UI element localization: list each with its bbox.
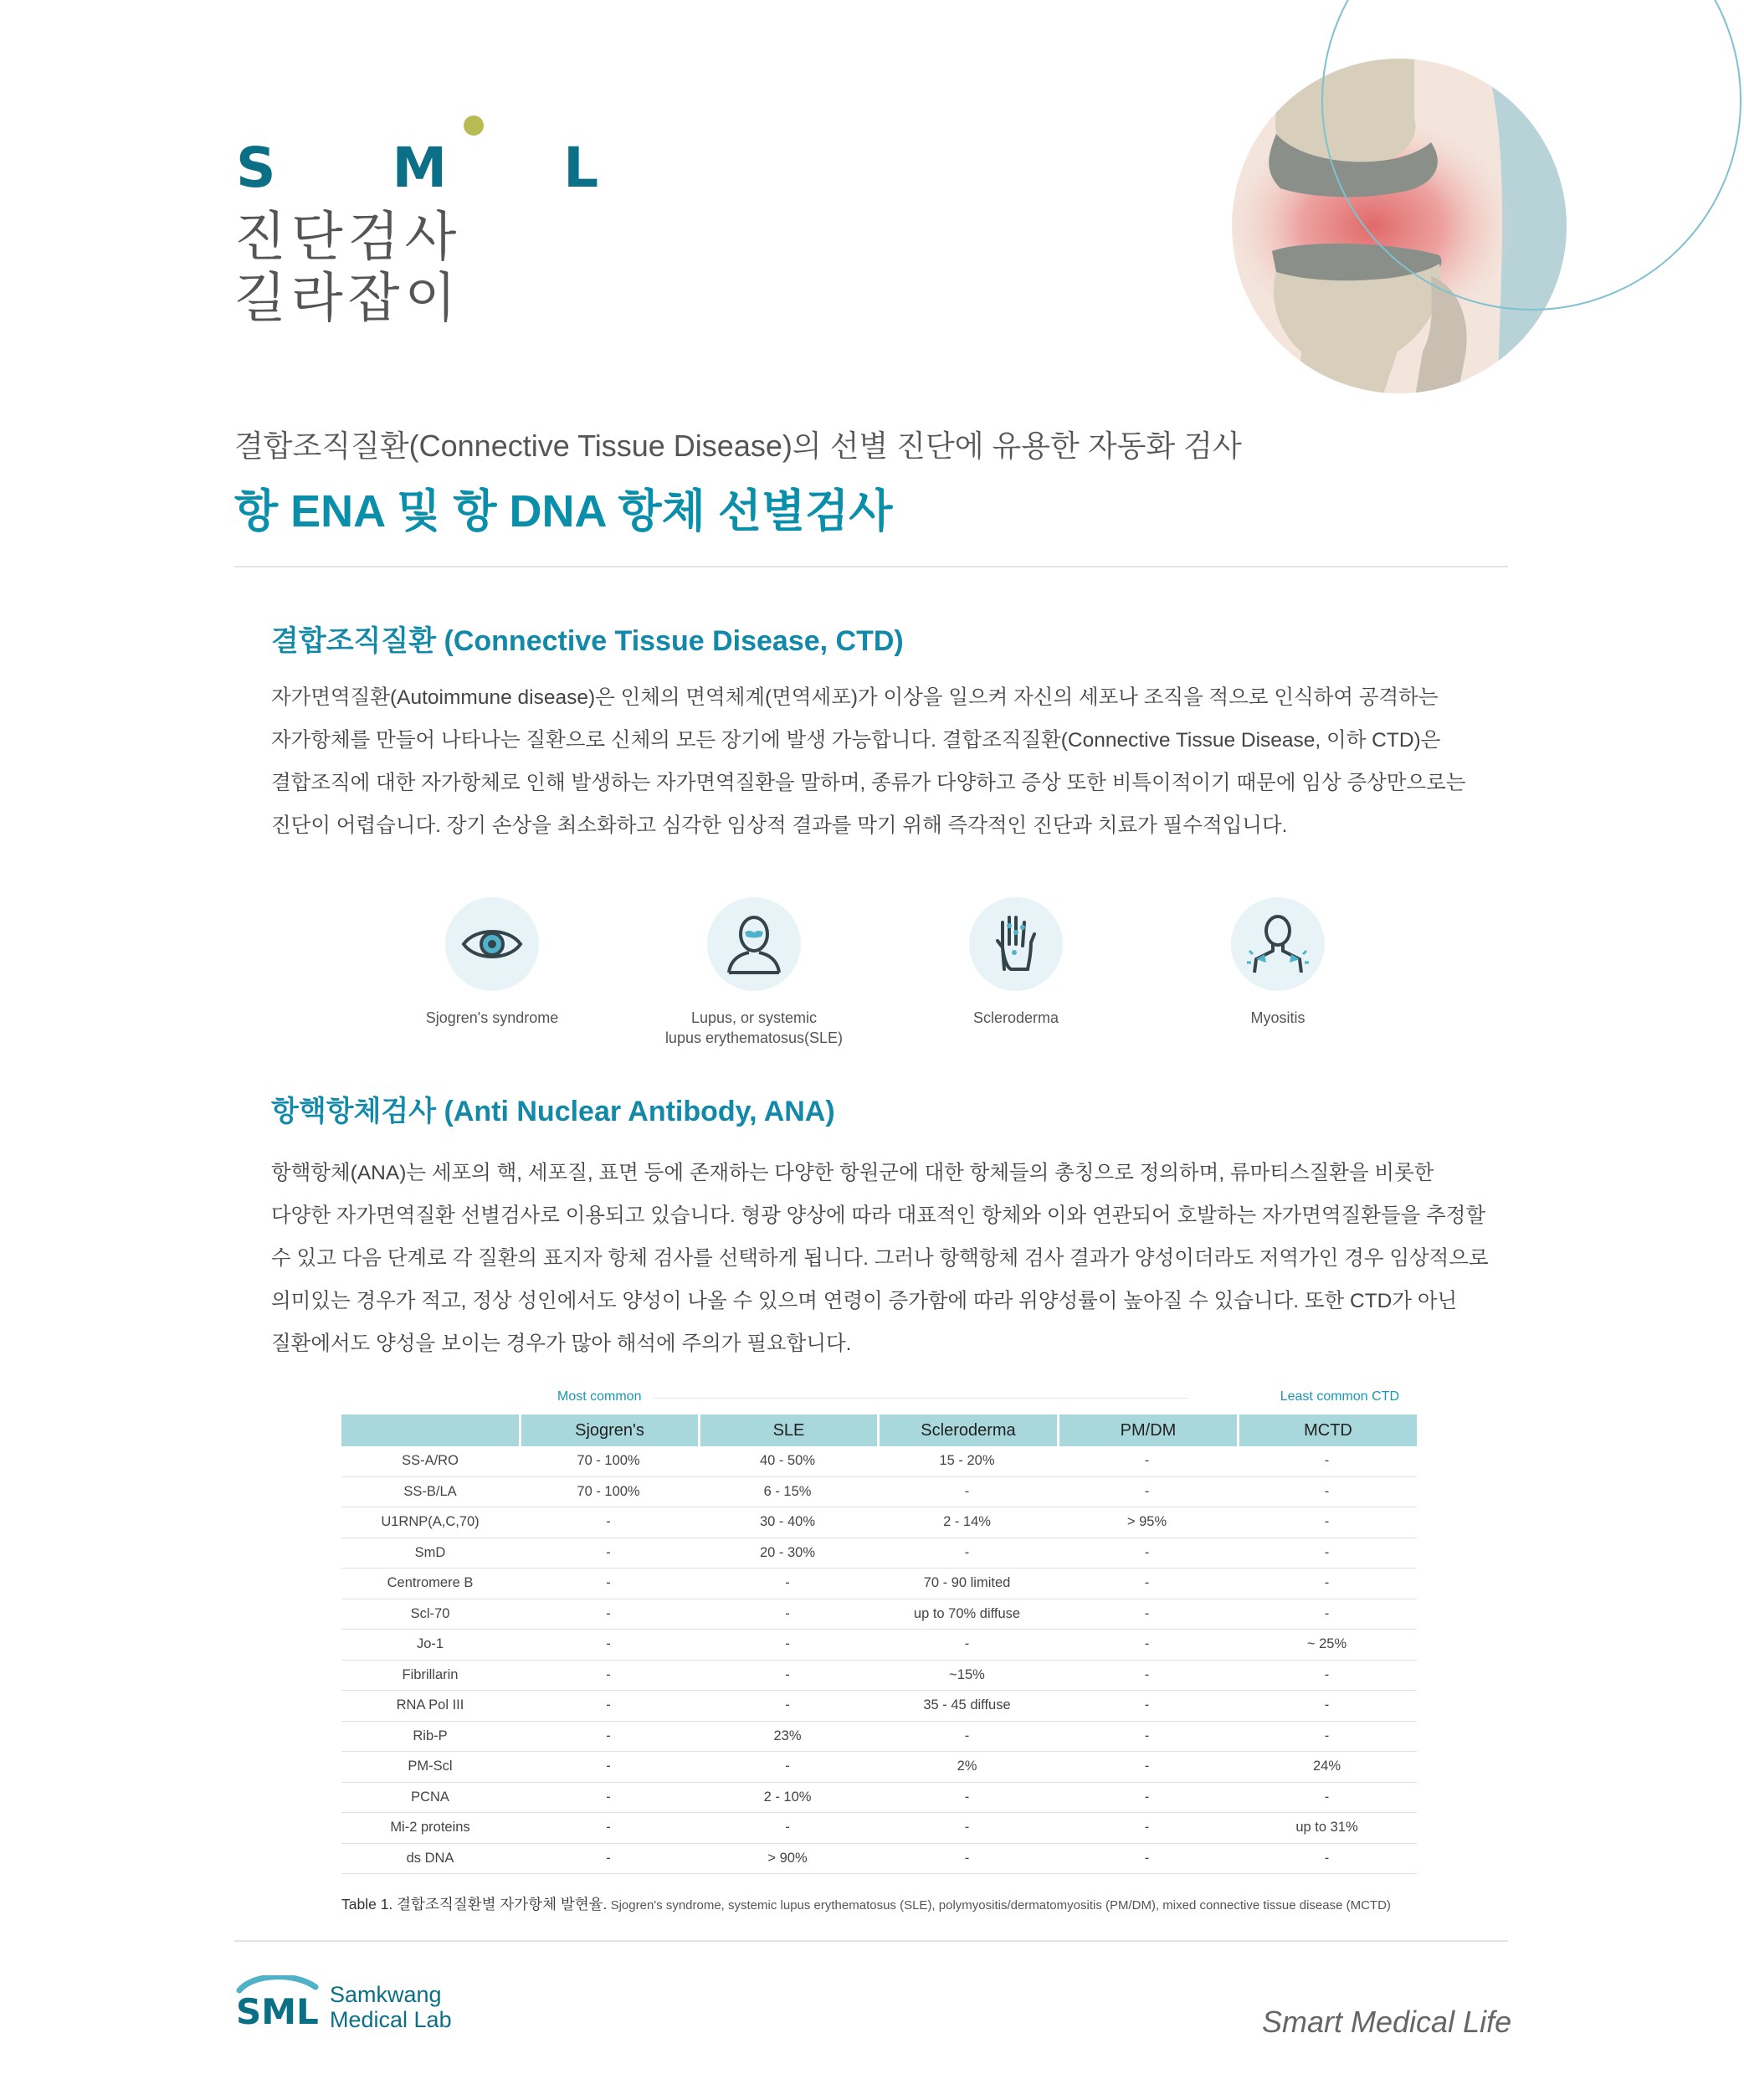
table-row-label: SS-A/RO xyxy=(341,1446,519,1477)
table-cell: 2% xyxy=(877,1752,1057,1783)
main-heading: 항 ENA 및 항 DNA 항체 선별검사 xyxy=(234,486,893,537)
table-row-label: U1RNP(A,C,70) xyxy=(341,1507,519,1538)
body-line: 자가항체를 만들어 나타나는 질환으로 신체의 모든 장기에 발생 가능합니다. 결합조직질환(Connective Tissue Disease, 이하 CTD)은 xyxy=(271,729,1441,752)
autoantibody-table xyxy=(341,1386,1404,1874)
table-cell: - xyxy=(698,1661,877,1692)
table-cell: - xyxy=(877,1783,1057,1814)
table-cell: - xyxy=(698,1599,877,1630)
body-line: 진단이 어렵습니다. 장기 손상을 최소화하고 심각한 임상적 결과를 막기 위해 즉각적인 진단과 치료가 필수적입니다. xyxy=(271,814,1288,837)
table-row xyxy=(341,1691,1417,1722)
table-cell: 30 - 40% xyxy=(698,1507,877,1538)
table-cell: - xyxy=(1237,1599,1417,1630)
table-header-cell: Sjogren's xyxy=(519,1415,698,1446)
table-cell: - xyxy=(1057,1538,1237,1569)
table-row xyxy=(341,1813,1417,1844)
table-cell: - xyxy=(519,1599,698,1630)
brand-sml: S M L xyxy=(236,136,648,200)
table-cell: 35 - 45 diffuse xyxy=(877,1691,1057,1722)
table-header-cell: PM/DM xyxy=(1057,1415,1237,1446)
table-cell: - xyxy=(698,1752,877,1783)
table-row-label: Jo-1 xyxy=(341,1630,519,1661)
table-cell: - xyxy=(1237,1477,1417,1508)
body-line: 다양한 자가면역질환 선별검사로 이용되고 있습니다. 형광 양상에 따라 대표적인 항체와 이와 연관되어 호발하는 자가면역질환들을 추정할 xyxy=(271,1204,1486,1227)
table-cell: - xyxy=(1237,1722,1417,1753)
data-table xyxy=(341,1415,1417,1874)
table-cell: - xyxy=(1057,1661,1237,1692)
table-cell: - xyxy=(519,1691,698,1722)
table-cell: - xyxy=(519,1813,698,1844)
section-heading-ana: 항핵항체검사 (Anti Nuclear Antibody, ANA) xyxy=(271,1096,835,1127)
annot-least-common: Least common CTD xyxy=(1280,1389,1399,1404)
section-ana-body xyxy=(271,1152,1489,1365)
table-cell: 70 - 100% xyxy=(519,1446,698,1477)
table-row-label: ds DNA xyxy=(341,1844,519,1875)
eye-icon xyxy=(445,897,539,991)
table-header-cell: SLE xyxy=(698,1415,877,1446)
table-row-label: Mi-2 proteins xyxy=(341,1813,519,1844)
divider xyxy=(234,1940,1508,1942)
table-cell: - xyxy=(519,1507,698,1538)
condition-scleroderma xyxy=(907,897,1125,1028)
table-row xyxy=(341,1783,1417,1814)
table-header-row xyxy=(341,1415,1417,1446)
table-row-label: Fibrillarin xyxy=(341,1661,519,1692)
hand-icon xyxy=(969,897,1063,991)
table-cell: - xyxy=(1237,1661,1417,1692)
table-cell: 20 - 30% xyxy=(698,1538,877,1569)
table-cell: > 90% xyxy=(698,1844,877,1875)
table-cell: > 95% xyxy=(1057,1507,1237,1538)
sml-logo xyxy=(236,1975,487,2034)
table-cell: ~15% xyxy=(877,1661,1057,1692)
slogan: Smart Medical Life xyxy=(1262,2005,1512,2039)
page-title-line1: 진단검사 xyxy=(234,207,462,269)
body-line: 질환에서도 양성을 보이는 경우가 많아 해석에 주의가 필요합니다. xyxy=(271,1332,852,1355)
table-cell: - xyxy=(519,1569,698,1599)
table-cell: 23% xyxy=(698,1722,877,1753)
table-cell: - xyxy=(877,1844,1057,1875)
section-ctd-body xyxy=(271,676,1476,847)
table-row-label: SS-B/LA xyxy=(341,1477,519,1508)
table-cell: - xyxy=(698,1813,877,1844)
muscle-pain-icon xyxy=(1231,897,1325,991)
table-row-label: Rib-P xyxy=(341,1722,519,1753)
table-cell: - xyxy=(519,1844,698,1875)
body-line: 자가면역질환(Autoimmune disease)은 인체의 면역체계(면역세포)가 이상을 일으켜 자신의 세포나 조직을 적으로 인식하여 공격하는 xyxy=(271,686,1439,709)
condition-lupus xyxy=(645,897,863,1048)
table-annotation xyxy=(341,1386,1404,1415)
table-cell: - xyxy=(698,1630,877,1661)
annot-most-common: Most common xyxy=(557,1389,642,1404)
table-cell: - xyxy=(877,1538,1057,1569)
table-cell: - xyxy=(877,1630,1057,1661)
section-heading-ctd: 결합조직질환 (Connective Tissue Disease, CTD) xyxy=(271,625,904,657)
table-cell: - xyxy=(519,1722,698,1753)
table-row xyxy=(341,1599,1417,1630)
table-cell: 15 - 20% xyxy=(877,1446,1057,1477)
table-cell: 2 - 10% xyxy=(698,1783,877,1814)
logo-text: SML xyxy=(236,1991,319,2032)
caption-rest: Sjogren's syndrome, systemic lupus erythematosus (SLE), polymyositis/dermatomyositis (PM/DM), mixed connective tissue disease (MCTD) xyxy=(607,1898,1391,1913)
table-cell: 70 - 100% xyxy=(519,1477,698,1508)
table-cell: - xyxy=(519,1783,698,1814)
table-cell: - xyxy=(519,1538,698,1569)
table-cell: up to 31% xyxy=(1237,1813,1417,1844)
body-line: 결합조직에 대한 자가항체로 인해 발생하는 자가면역질환을 말하며, 종류가 다양하고 증상 또한 비특이적이기 때문에 임상 증상만으로는 xyxy=(271,772,1466,794)
table-row xyxy=(341,1752,1417,1783)
table-cell: 6 - 15% xyxy=(698,1477,877,1508)
face-rash-icon xyxy=(707,897,801,991)
body-line: 의미있는 경우가 적고, 정상 성인에서도 양성이 나올 수 있으며 연령이 증가함에 따라 위양성률이 높아질 수 있습니다. 또한 CTD가 아닌 xyxy=(271,1290,1458,1312)
table-row xyxy=(341,1630,1417,1661)
table-cell: - xyxy=(1057,1722,1237,1753)
condition-label: Sjogren's syndrome xyxy=(425,1009,559,1026)
condition-label: Myositis xyxy=(1250,1009,1305,1026)
condition-label: Lupus, or systemic lupus erythematosus(SLE) xyxy=(664,1009,844,1046)
table-row xyxy=(341,1507,1417,1538)
table-row-label: RNA Pol III xyxy=(341,1691,519,1722)
sub-heading: 결합조직질환(Connective Tissue Disease)의 선별 진단에 유용한 자동화 검사 xyxy=(234,429,1242,463)
table-cell: - xyxy=(1237,1538,1417,1569)
table-row xyxy=(341,1538,1417,1569)
table-cell: - xyxy=(698,1569,877,1599)
table-cell: - xyxy=(1057,1691,1237,1722)
table-body xyxy=(341,1446,1417,1874)
table-cell: - xyxy=(877,1477,1057,1508)
company-line1: Samkwang xyxy=(330,1982,442,2007)
body-line: 항핵항체(ANA)는 세포의 핵, 세포질, 표면 등에 존재하는 다양한 항원군에 대한 항체들의 총칭으로 정의하며, 류마티스질환을 비롯한 xyxy=(271,1162,1434,1184)
table-cell: - xyxy=(1057,1783,1237,1814)
brand-dot xyxy=(464,116,484,136)
divider xyxy=(234,566,1508,567)
table-cell: - xyxy=(1237,1446,1417,1477)
table-row xyxy=(341,1569,1417,1599)
table-row xyxy=(341,1722,1417,1753)
table-cell: - xyxy=(519,1661,698,1692)
table-header-cell xyxy=(341,1415,519,1446)
table-row-label: Centromere B xyxy=(341,1569,519,1599)
table-row-label: Scl-70 xyxy=(341,1599,519,1630)
page-title-line2: 길라잡이 xyxy=(234,268,462,330)
table-row-label: PM-Scl xyxy=(341,1752,519,1783)
table-cell: - xyxy=(1237,1783,1417,1814)
body-line: 수 있고 다음 단계로 각 질환의 표지자 항체 검사를 선택하게 됩니다. 그러나 항핵항체 검사 결과가 양성이더라도 저역가인 경우 임상적으로 xyxy=(271,1247,1489,1270)
table-row-label: SmD xyxy=(341,1538,519,1569)
condition-myositis xyxy=(1169,897,1387,1028)
table-cell: - xyxy=(1057,1752,1237,1783)
table-cell: - xyxy=(698,1691,877,1722)
table-cell: - xyxy=(1237,1844,1417,1875)
table-cell: up to 70% diffuse xyxy=(877,1599,1057,1630)
caption-bold: Table 1. 결합조직질환별 자가항체 발현율. xyxy=(341,1896,608,1913)
table-row xyxy=(341,1844,1417,1875)
table-header-cell: MCTD xyxy=(1237,1415,1417,1446)
table-cell: - xyxy=(1237,1691,1417,1722)
table-row xyxy=(341,1661,1417,1692)
table-cell: - xyxy=(877,1813,1057,1844)
table-cell: - xyxy=(1057,1630,1237,1661)
table-row xyxy=(341,1446,1417,1477)
table-cell: 70 - 90 limited xyxy=(877,1569,1057,1599)
table-cell: 24% xyxy=(1237,1752,1417,1783)
table-cell: 2 - 14% xyxy=(877,1507,1057,1538)
table-cell: - xyxy=(877,1722,1057,1753)
knee-joint-illustration-icon xyxy=(1063,0,1744,402)
table-cell: - xyxy=(1057,1844,1237,1875)
condition-sjogren xyxy=(383,897,601,1028)
table-cell: - xyxy=(1237,1507,1417,1538)
table-cell: - xyxy=(1057,1477,1237,1508)
table-cell: - xyxy=(1057,1569,1237,1599)
table-cell: - xyxy=(1057,1599,1237,1630)
table-header-cell: Scleroderma xyxy=(877,1415,1057,1446)
table-cell: - xyxy=(1237,1569,1417,1599)
table-row-label: PCNA xyxy=(341,1783,519,1814)
table-cell: ~ 25% xyxy=(1237,1630,1417,1661)
table-cell: - xyxy=(519,1630,698,1661)
table-row xyxy=(341,1477,1417,1508)
condition-label: Scleroderma xyxy=(972,1009,1059,1026)
company-line2: Medical Lab xyxy=(330,2007,452,2032)
annot-arrow-line xyxy=(653,1398,1188,1399)
table-cell: 40 - 50% xyxy=(698,1446,877,1477)
table-cell: - xyxy=(1057,1446,1237,1477)
table-cell: - xyxy=(519,1752,698,1783)
table-cell: - xyxy=(1057,1813,1237,1844)
table-caption xyxy=(341,1893,1391,1914)
